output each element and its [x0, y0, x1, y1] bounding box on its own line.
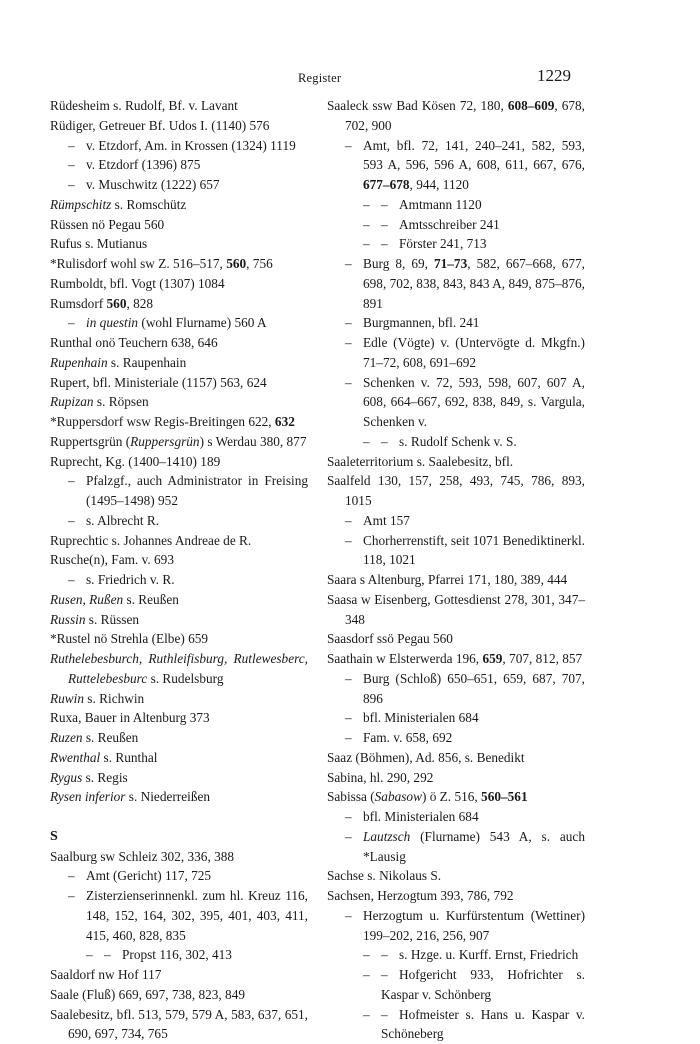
- index-entry: [50, 294, 308, 314]
- index-subentry: [327, 195, 585, 215]
- index-entry: [50, 629, 308, 649]
- entry-text: Saasdorf ssö Pegau 560: [327, 631, 453, 646]
- subentry-dash: –: [363, 432, 381, 452]
- index-entry: [327, 886, 585, 906]
- index-entry: [50, 610, 308, 630]
- index-entry: [327, 96, 585, 136]
- entry-text: 560: [226, 256, 246, 271]
- entry-text: Ruppersgrün: [130, 434, 199, 449]
- subentry-dash: –: [345, 136, 363, 156]
- index-subentry: [327, 965, 585, 1005]
- entry-text: Förster 241, 713: [399, 236, 487, 251]
- index-subentry: [327, 313, 585, 333]
- subentry-dash: –: [345, 827, 363, 847]
- entry-text: Rygus: [50, 770, 82, 785]
- entry-text: Rwenthal: [50, 750, 100, 765]
- entry-text: Rümpschitz: [50, 197, 111, 212]
- index-entry: [50, 195, 308, 215]
- section-heading: [50, 827, 308, 847]
- entry-text: v. Etzdorf, Am. in Krossen (1324) 1119: [86, 138, 296, 153]
- entry-text: s. Rudelsburg: [147, 671, 223, 686]
- entry-text: Sabissa (: [327, 789, 375, 804]
- entry-text: Rupert, bfl. Ministeriale (1157) 563, 624: [50, 375, 267, 390]
- entry-text: s. Romschütz: [111, 197, 186, 212]
- index-column-right: [327, 96, 585, 1044]
- index-entry: [50, 768, 308, 788]
- entry-text: *Rulisdorf wohl sw Z. 516–517,: [50, 256, 226, 271]
- subentry-dash: –: [381, 965, 399, 985]
- entry-text: Saaz (Böhmen), Ad. 856, s. Benedikt: [327, 750, 525, 765]
- entry-text: Saaleterritorium s. Saalebesitz, bfl.: [327, 454, 513, 469]
- index-entry: [50, 373, 308, 393]
- entry-text: Ruthelebesburch, Ruthleifisburg, Rutlewesberc, Ruttelebesburc: [50, 651, 308, 686]
- entry-text: Saalburg sw Schleiz 302, 336, 388: [50, 849, 234, 864]
- entry-text: s. Reußen: [83, 730, 139, 745]
- entry-text: Saaldorf nw Hof 117: [50, 967, 161, 982]
- entry-text: ) s Werdau 380, 877: [200, 434, 307, 449]
- index-subentry: [327, 728, 585, 748]
- entry-text: Amt, bfl. 72, 141, 240–241, 582, 593, 593 A, 596, 596 A, 608, 611, 667, 676,: [363, 138, 585, 173]
- index-entry: [50, 550, 308, 570]
- subentry-dash: –: [68, 136, 86, 156]
- entry-text: Sabina, hl. 290, 292: [327, 770, 433, 785]
- index-entry: [50, 965, 308, 985]
- subentry-dash: –: [345, 373, 363, 393]
- index-subentry: [50, 866, 308, 886]
- entry-text: in questin: [86, 315, 138, 330]
- index-entry: [50, 1005, 308, 1044]
- entry-text: Saaleck ssw Bad Kösen 72, 180,: [327, 98, 508, 113]
- subentry-dash: –: [345, 669, 363, 689]
- entry-text: 608–609: [508, 98, 555, 113]
- index-entry: [327, 452, 585, 472]
- entry-text: s. Reußen: [123, 592, 179, 607]
- entry-text: s. Rudolf Schenk v. S.: [399, 434, 517, 449]
- entry-text: s. Friedrich v. R.: [86, 572, 175, 587]
- subentry-dash: –: [363, 215, 381, 235]
- entry-text: Russin: [50, 612, 85, 627]
- entry-text: Amt 157: [363, 513, 410, 528]
- entry-text: Ruprechtic s. Johannes Andreae de R.: [50, 533, 251, 548]
- subentry-dash: –: [86, 945, 104, 965]
- subentry-dash: –: [68, 570, 86, 590]
- index-entry: [50, 590, 308, 610]
- subentry-dash: –: [363, 965, 381, 985]
- entry-text: Ruprecht, Kg. (1400–1410) 189: [50, 454, 220, 469]
- index-subentry: [327, 136, 585, 195]
- entry-text: Propst 116, 302, 413: [122, 947, 232, 962]
- index-entry: [50, 689, 308, 709]
- entry-text: 560: [107, 296, 127, 311]
- subentry-dash: –: [381, 432, 399, 452]
- subentry-dash: –: [68, 471, 86, 491]
- subentry-dash: –: [68, 886, 86, 906]
- entry-text: Edle (Vögte) v. (Untervögte d. Mkgfn.) 71–72, 608, 691–692: [363, 335, 585, 370]
- index-subentry: [50, 313, 308, 333]
- entry-text: ) ö Z. 516,: [422, 789, 481, 804]
- index-entry: [50, 234, 308, 254]
- entry-text: Rüssen nö Pegau 560: [50, 217, 164, 232]
- index-column-left: [50, 96, 308, 1044]
- index-entry: [50, 412, 308, 432]
- entry-text: Rupizan: [50, 394, 94, 409]
- subentry-dash: –: [68, 313, 86, 333]
- entry-text: Ruzen: [50, 730, 83, 745]
- index-entry: [327, 471, 585, 511]
- subentry-dash: –: [345, 254, 363, 274]
- index-entry: [50, 392, 308, 412]
- entry-text: 71–73: [434, 256, 467, 271]
- subentry-dash: –: [345, 333, 363, 353]
- entry-text: Hofmeister s. Hans u. Kaspar v. Schöneberg: [381, 1007, 585, 1042]
- entry-text: s. Runthal: [100, 750, 157, 765]
- index-entry: [50, 847, 308, 867]
- entry-text: Rysen inferior: [50, 789, 125, 804]
- entry-text: Saalebesitz, bfl. 513, 579, 579 A, 583, 637, 651, 690, 697, 734, 765: [50, 1007, 308, 1042]
- entry-text: Runthal onö Teuchern 638, 646: [50, 335, 218, 350]
- index-entry: [50, 728, 308, 748]
- subentry-dash: –: [345, 807, 363, 827]
- index-entry: [50, 787, 308, 807]
- entry-text: 677–678: [363, 177, 410, 192]
- entry-text: Rüdesheim s. Rudolf, Bf. v. Lavant: [50, 98, 238, 113]
- entry-text: Sabasow: [375, 789, 422, 804]
- entry-text: Sachsen, Herzogtum 393, 786, 792: [327, 888, 514, 903]
- index-subentry: [327, 234, 585, 254]
- entry-text: (wohl Flurname) 560 A: [138, 315, 267, 330]
- entry-text: 560–561: [481, 789, 528, 804]
- index-subentry: [327, 333, 585, 373]
- entry-text: Herzogtum u. Kurfürstentum (Wettiner) 199–202, 216, 256, 907: [363, 908, 585, 943]
- index-entry: [50, 531, 308, 551]
- index-subentry: [50, 511, 308, 531]
- entry-text: Hofgericht 933, Hofrichter s. Kaspar v. Schönberg: [381, 967, 585, 1002]
- index-subentry: [50, 136, 308, 156]
- subentry-dash: –: [68, 175, 86, 195]
- entry-text: Ruppertsgrün (: [50, 434, 130, 449]
- index-subentry: [50, 471, 308, 511]
- index-entry: [327, 866, 585, 886]
- entry-text: *Ruppersdorf wsw Regis-Breitingen 622,: [50, 414, 275, 429]
- subentry-dash: –: [363, 945, 381, 965]
- index-subentry: [327, 945, 585, 965]
- entry-text: Rupenhain: [50, 355, 108, 370]
- index-subentry: [50, 886, 308, 945]
- section-spacer: [50, 807, 308, 827]
- entry-text: , 707, 812, 857: [502, 651, 582, 666]
- entry-text: Rumsdorf: [50, 296, 107, 311]
- entry-text: Lautzsch: [363, 829, 410, 844]
- entry-text: Rüdiger, Getreuer Bf. Udos I. (1140) 576: [50, 118, 269, 133]
- entry-text: , 678, 702, 900: [345, 98, 585, 133]
- index-entry: [327, 748, 585, 768]
- entry-text: s. Raupenhain: [108, 355, 187, 370]
- entry-text: , 582, 667–668, 677, 698, 702, 838, 843, 843 A, 849, 875–876, 891: [363, 256, 585, 311]
- entry-text: Fam. v. 658, 692: [363, 730, 452, 745]
- entry-text: Rumboldt, bfl. Vogt (1307) 1084: [50, 276, 225, 291]
- entry-text: S: [50, 829, 58, 844]
- index-entry: [327, 787, 585, 807]
- entry-text: Sachse s. Nikolaus S.: [327, 868, 441, 883]
- index-subentry: [50, 175, 308, 195]
- entry-text: (Flurname) 543 A, s. auch *Lausig: [363, 829, 585, 864]
- index-subentry: [327, 827, 585, 867]
- index-subentry: [327, 254, 585, 313]
- subentry-dash: –: [381, 945, 399, 965]
- index-subentry: [50, 570, 308, 590]
- subentry-dash: –: [363, 234, 381, 254]
- index-entry: [50, 353, 308, 373]
- index-subentry: [327, 807, 585, 827]
- index-entry: [327, 768, 585, 788]
- entry-text: Saara s Altenburg, Pfarrei 171, 180, 389, 444: [327, 572, 567, 587]
- index-subentry: [327, 432, 585, 452]
- index-subentry: [50, 945, 308, 965]
- subentry-dash: –: [381, 1005, 399, 1025]
- index-entry: [50, 985, 308, 1005]
- index-subentry: [327, 531, 585, 571]
- subentry-dash: –: [381, 195, 399, 215]
- entry-text: Ruwin: [50, 691, 84, 706]
- entry-text: Burgmannen, bfl. 241: [363, 315, 479, 330]
- index-entry: [327, 570, 585, 590]
- entry-text: s. Regis: [82, 770, 127, 785]
- entry-text: Chorherrenstift, seit 1071 Benediktinerkl. 118, 1021: [363, 533, 585, 568]
- running-header-title: Register: [298, 71, 341, 86]
- entry-text: *Rustel nö Strehla (Elbe) 659: [50, 631, 208, 646]
- subentry-dash: –: [345, 511, 363, 531]
- page-number: 1229: [537, 66, 571, 86]
- entry-text: , 756: [246, 256, 273, 271]
- subentry-dash: –: [363, 1005, 381, 1025]
- entry-text: bfl. Ministerialen 684: [363, 809, 479, 824]
- index-subentry: [327, 708, 585, 728]
- entry-text: Saasa w Eisenberg, Gottesdienst 278, 301, 347–348: [327, 592, 585, 627]
- index-subentry: [327, 373, 585, 432]
- entry-text: Saalfeld 130, 157, 258, 493, 745, 786, 893, 1015: [327, 473, 585, 508]
- entry-text: s. Hzge. u. Kurff. Ernst, Friedrich: [399, 947, 578, 962]
- index-subentry: [327, 669, 585, 709]
- entry-text: Ruxa, Bauer in Altenburg 373: [50, 710, 210, 725]
- index-entry: [50, 254, 308, 274]
- entry-text: Rufus s. Mutianus: [50, 236, 147, 251]
- subentry-dash: –: [104, 945, 122, 965]
- index-entry: [50, 649, 308, 689]
- subentry-dash: –: [68, 866, 86, 886]
- entry-text: Amtmann 1120: [399, 197, 482, 212]
- entry-text: Burg (Schloß) 650–651, 659, 687, 707, 896: [363, 671, 585, 706]
- entry-text: Schenken v. 72, 593, 598, 607, 607 A, 608, 664–667, 692, 838, 849, s. Vargula, Schenken v.: [363, 375, 585, 430]
- index-subentry: [327, 215, 585, 235]
- subentry-dash: –: [345, 906, 363, 926]
- index-entry: [50, 748, 308, 768]
- subentry-dash: –: [381, 215, 399, 235]
- index-entry: [327, 649, 585, 669]
- index-entry: [50, 96, 308, 116]
- subentry-dash: –: [68, 155, 86, 175]
- entry-text: 659: [482, 651, 502, 666]
- entry-text: Rusche(n), Fam. v. 693: [50, 552, 174, 567]
- index-subentry: [327, 906, 585, 946]
- entry-text: s. Richwin: [84, 691, 144, 706]
- subentry-dash: –: [345, 728, 363, 748]
- entry-text: , 828: [126, 296, 153, 311]
- index-entry: [50, 215, 308, 235]
- entry-text: Zisterzienserinnenkl. zum hl. Kreuz 116, 148, 152, 164, 302, 395, 401, 403, 411, 415, 460, 828, 835: [86, 888, 308, 943]
- index-entry: [50, 708, 308, 728]
- entry-text: Saale (Fluß) 669, 697, 738, 823, 849: [50, 987, 245, 1002]
- entry-text: s. Rüssen: [85, 612, 139, 627]
- entry-text: v. Etzdorf (1396) 875: [86, 157, 200, 172]
- entry-text: s. Albrecht R.: [86, 513, 159, 528]
- entry-text: s. Röpsen: [94, 394, 149, 409]
- index-entry: [327, 629, 585, 649]
- entry-text: Saathain w Elsterwerda 196,: [327, 651, 482, 666]
- index-entry: [50, 274, 308, 294]
- entry-text: , 944, 1120: [410, 177, 469, 192]
- entry-text: Amtsschreiber 241: [399, 217, 500, 232]
- index-subentry: [50, 155, 308, 175]
- subentry-dash: –: [345, 708, 363, 728]
- subentry-dash: –: [345, 531, 363, 551]
- entry-text: Pfalzgf., auch Administrator in Freising (1495–1498) 952: [86, 473, 308, 508]
- index-subentry: [327, 511, 585, 531]
- entry-text: 632: [275, 414, 295, 429]
- entry-text: Rusen, Rußen: [50, 592, 123, 607]
- index-entry: [50, 333, 308, 353]
- index-entry: [50, 432, 308, 452]
- index-entry: [327, 590, 585, 630]
- index-entry: [50, 452, 308, 472]
- index-subentry: [327, 1005, 585, 1044]
- subentry-dash: –: [68, 511, 86, 531]
- entry-text: s. Niederreißen: [125, 789, 210, 804]
- subentry-dash: –: [363, 195, 381, 215]
- subentry-dash: –: [381, 234, 399, 254]
- entry-text: v. Muschwitz (1222) 657: [86, 177, 220, 192]
- index-entry: [50, 116, 308, 136]
- entry-text: Amt (Gericht) 117, 725: [86, 868, 211, 883]
- subentry-dash: –: [345, 313, 363, 333]
- entry-text: bfl. Ministerialen 684: [363, 710, 479, 725]
- entry-text: Burg 8, 69,: [363, 256, 434, 271]
